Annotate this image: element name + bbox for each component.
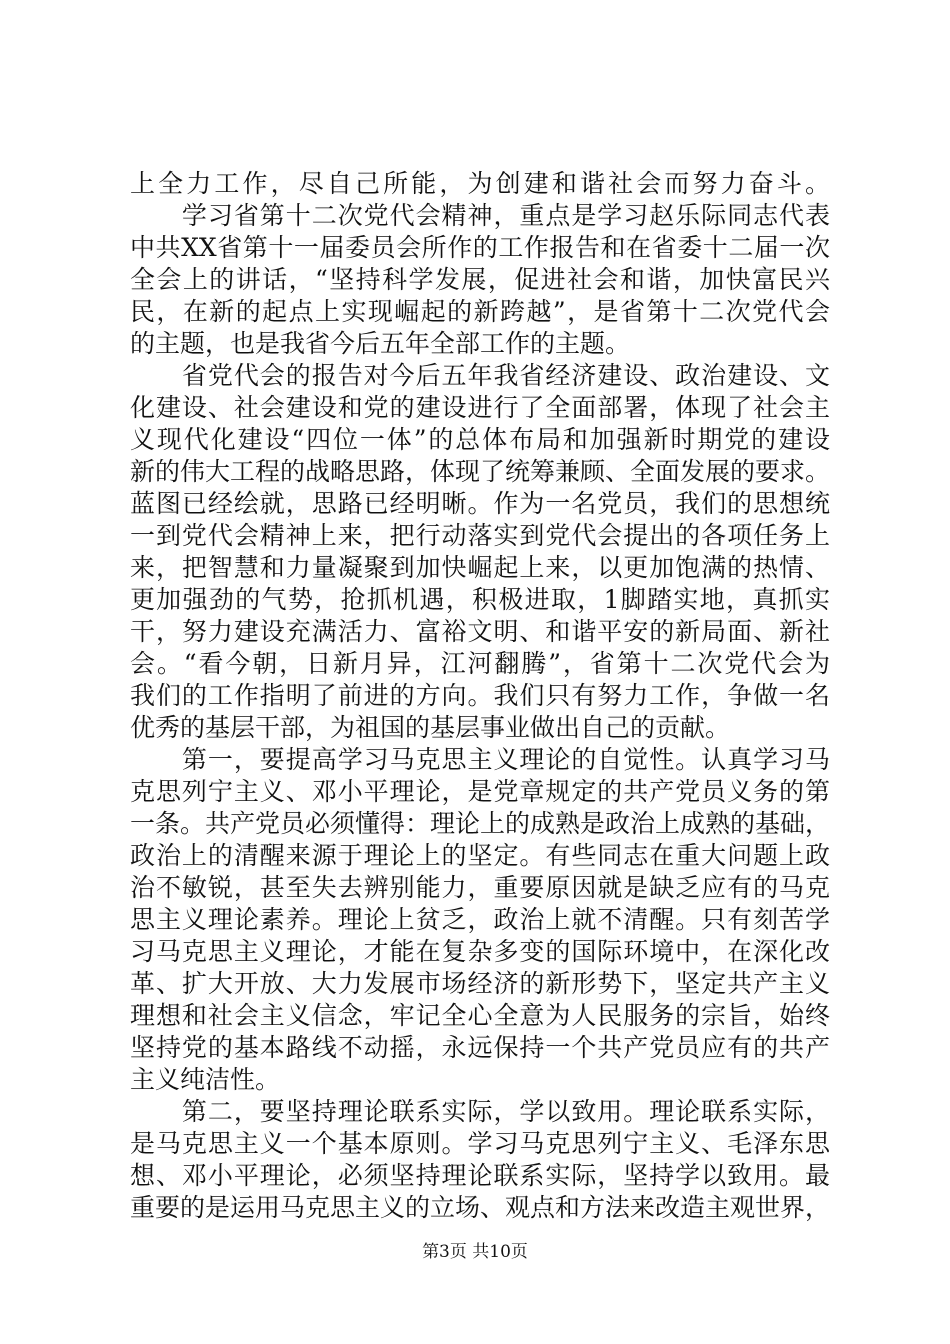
text-line: 化建设、社会建设和党的建设进行了全面部署，体现了社会主 — [130, 393, 830, 422]
text-line: 省党代会的报告对今后五年我省经济建设、政治建设、文 — [130, 361, 830, 390]
text-line: 干，努力建设充满活力、富裕文明、和谐平安的新局面、新社 — [130, 617, 830, 646]
text-line: 义现代化建设“四位一体”的总体布局和加强新时期党的建设 — [130, 425, 830, 454]
text-line: 一条。共产党员必须懂得：理论上的成熟是政治上成熟的基础， — [130, 809, 830, 838]
text-line: 会。“看今朝，日新月异，江河翻腾”，省第十二次党代会为 — [130, 649, 830, 678]
text-line: 我们的工作指明了前进的方向。我们只有努力工作，争做一名 — [130, 681, 830, 710]
text-line: 学习省第十二次党代会精神，重点是学习赵乐际同志代表 — [130, 201, 830, 230]
page-number-footer: 第3页 共10页 — [422, 1242, 528, 1262]
text-line: 第一，要提高学习马克思主义理论的自觉性。认真学习马 — [130, 745, 830, 774]
text-line: 是马克思主义一个基本原则。学习马克思列宁主义、毛泽东思 — [130, 1129, 830, 1158]
text-line: 中共XX省第十一届委员会所作的工作报告和在省委十二届一次 — [130, 233, 830, 262]
text-line: 主义纯洁性。 — [130, 1065, 281, 1094]
text-line: 政治上的清醒来源于理论上的坚定。有些同志在重大问题上政 — [130, 841, 830, 870]
text-line: 习马克思主义理论，才能在复杂多变的国际环境中，在深化改 — [130, 937, 830, 966]
text-line: 克思列宁主义、邓小平理论，是党章规定的共产党员义务的第 — [130, 777, 830, 806]
text-line: 上全力工作，尽自己所能，为创建和谐社会而努力奋斗。 — [130, 169, 830, 198]
text-line: 重要的是运用马克思主义的立场、观点和方法来改造主观世界， — [130, 1193, 830, 1222]
text-line: 坚持党的基本路线不动摇，永远保持一个共产党员应有的共产 — [130, 1033, 830, 1062]
text-line: 民，在新的起点上实现崛起的新跨越”，是省第十二次党代会 — [130, 297, 830, 326]
text-line: 革、扩大开放、大力发展市场经济的新形势下，坚定共产主义 — [130, 969, 830, 998]
text-line: 优秀的基层干部，为祖国的基层事业做出自己的贡献。 — [130, 713, 731, 742]
document-body — [130, 168, 830, 1224]
text-line: 想、邓小平理论，必须坚持理论联系实际，坚持学以致用。最 — [130, 1161, 830, 1190]
text-line: 理想和社会主义信念，牢记全心全意为人民服务的宗旨，始终 — [130, 1001, 830, 1030]
text-line: 思主义理论素养。理论上贫乏，政治上就不清醒。只有刻苦学 — [130, 905, 830, 934]
text-line: 更加强劲的气势，抢抓机遇，积极进取，1脚踏实地，真抓实 — [130, 585, 830, 614]
text-line: 蓝图已经绘就，思路已经明晰。作为一名党员，我们的思想统 — [130, 489, 830, 518]
text-line: 的主题，也是我省今后五年全部工作的主题。 — [130, 329, 631, 358]
text-line: 一到党代会精神上来，把行动落实到党代会提出的各项任务上 — [130, 521, 830, 550]
text-line: 来，把智慧和力量凝聚到加快崛起上来，以更加饱满的热情、 — [130, 553, 830, 582]
text-line: 第二，要坚持理论联系实际，学以致用。理论联系实际， — [130, 1097, 830, 1126]
text-line: 治不敏锐，甚至失去辨别能力，重要原因就是缺乏应有的马克 — [130, 873, 830, 902]
text-line: 新的伟大工程的战略思路，体现了统筹兼顾、全面发展的要求。 — [130, 457, 830, 486]
text-line: 全会上的讲话，“坚持科学发展，促进社会和谐，加快富民兴 — [130, 265, 830, 294]
